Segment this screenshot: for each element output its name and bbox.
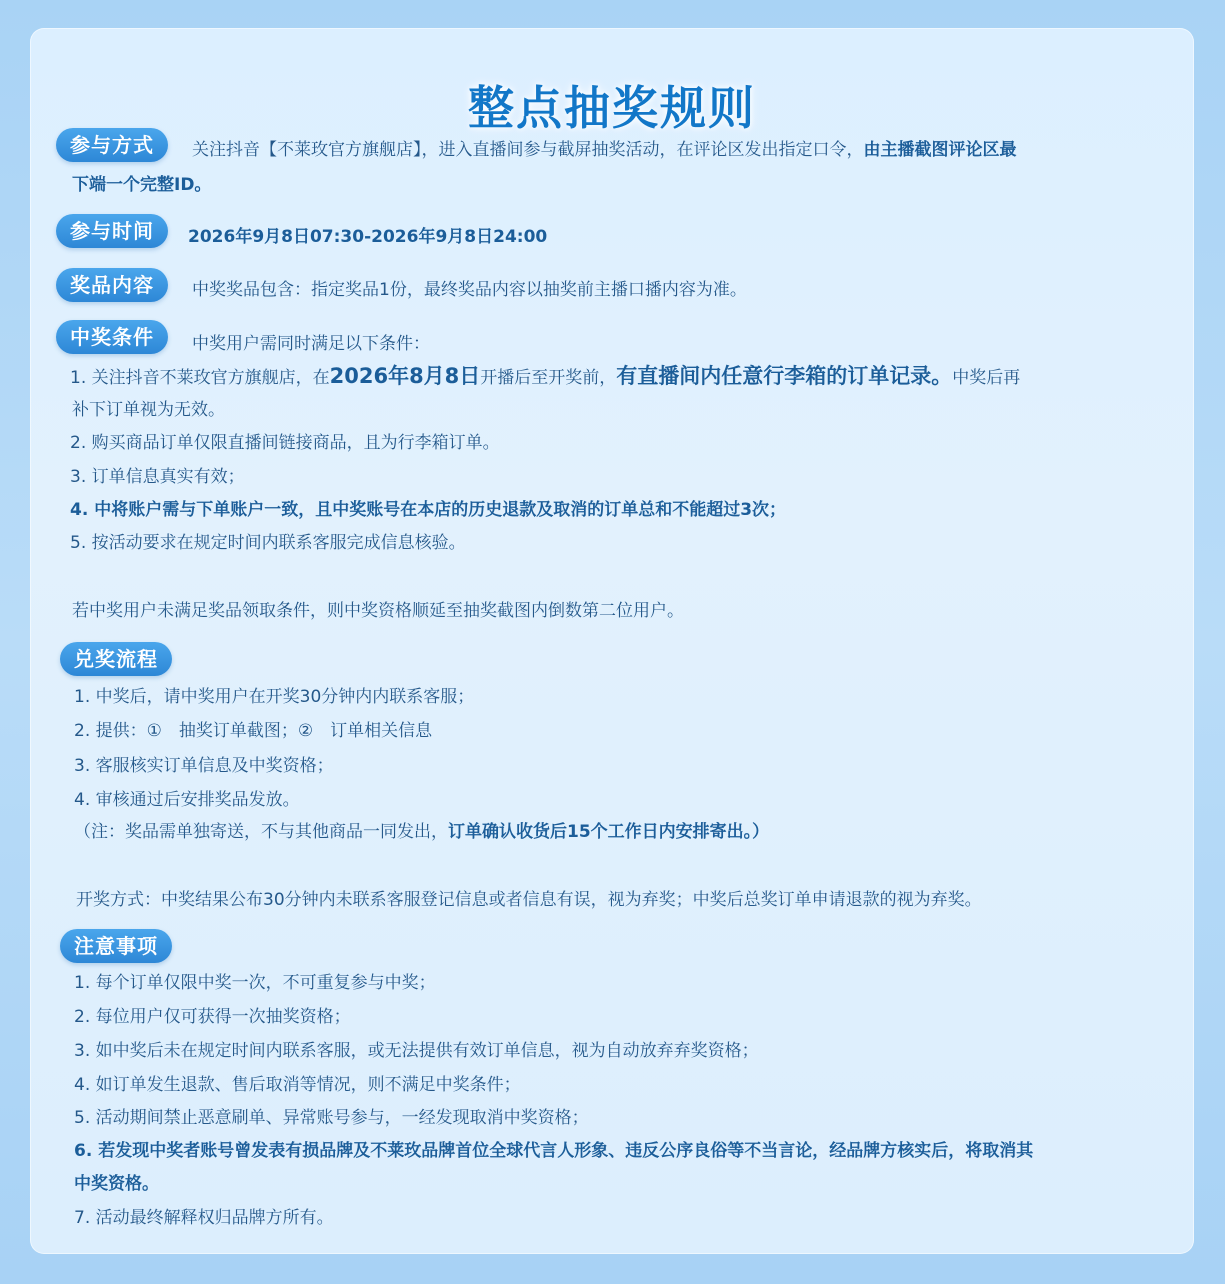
section-badge-notes: 注意事项 xyxy=(60,929,172,963)
notes-item-2: 2. 每位用户仅可获得一次抽奖资格； xyxy=(74,1007,351,1027)
participation-text-b: 由主播截图评论区最 xyxy=(863,140,1017,160)
draw-method: 开奖方式：中奖结果公布30分钟内未联系客服登记信息或者信息有误，视为弃奖；中奖后总奖订单申请退款的视为弃奖。 xyxy=(76,890,982,910)
participation-text-a: 关注抖音【不莱玫官方旗舰店】，进入直播间参与截屏抽奖活动，在评论区发出指定口令， xyxy=(192,140,864,160)
redeem-item-1: 1. 中奖后，请中奖用户在开奖30分钟内内联系客服； xyxy=(74,687,475,707)
section-badge-conditions: 中奖条件 xyxy=(56,320,168,354)
notes-item-4: 4. 如订单发生退款、售后取消等情况，则不满足中奖条件； xyxy=(74,1075,521,1095)
conditions-item-1-highlight: 有直播间内任意行李箱的订单记录。 xyxy=(616,364,953,388)
conditions-item-1-c: 开播后至开奖前， xyxy=(480,368,617,388)
redeem-item-4: 4. 审核通过后安排奖品发放。 xyxy=(74,790,300,810)
redeem-note xyxy=(74,817,769,842)
section-badge-time: 参与时间 xyxy=(56,214,168,248)
time-range: 2026年9月8日07:30-2026年9月8日24:00 xyxy=(188,227,548,247)
section-badge-prize: 奖品内容 xyxy=(56,268,168,302)
conditions-item-5: 5. 按活动要求在规定时间内联系客服完成信息核验。 xyxy=(70,533,466,553)
participation-text-c: 下端一个完整ID。 xyxy=(72,175,212,195)
conditions-item-3: 3. 订单信息真实有效； xyxy=(70,467,245,487)
conditions-item-1 xyxy=(70,360,1020,390)
notes-item-5: 5. 活动期间禁止恶意刷单、异常账号参与，一经发现取消中奖资格； xyxy=(74,1108,589,1128)
notes-item-6: 6. 若发现中奖者账号曾发表有损品牌及不莱玫品牌首位全球代言人形象、违反公序良俗等不当言论，经品牌方核实后，将取消其 xyxy=(74,1141,1034,1161)
conditions-item-1-cont: 补下订单视为无效。 xyxy=(72,400,225,420)
section-badge-redeem: 兑奖流程 xyxy=(60,642,172,676)
participation-text xyxy=(192,135,1017,160)
conditions-note: 若中奖用户未满足奖品领取条件，则中奖资格顺延至抽奖截图内倒数第二位用户。 xyxy=(72,601,684,621)
conditions-item-1-date: 2026年8月8日 xyxy=(329,364,481,388)
redeem-item-2: 2. 提供：① 抽奖订单截图；② 订单相关信息 xyxy=(74,721,433,741)
conditions-item-1-e: 中奖后再 xyxy=(952,368,1021,388)
conditions-item-2: 2. 购买商品订单仅限直播间链接商品，且为行李箱订单。 xyxy=(70,433,500,453)
page-title: 整点抽奖规则 xyxy=(468,81,756,135)
notes-item-6-cont: 中奖资格。 xyxy=(74,1174,159,1194)
conditions-intro: 中奖用户需同时满足以下条件： xyxy=(192,334,430,354)
conditions-item-1-a: 1. 关注抖音不莱玫官方旗舰店，在 xyxy=(70,368,330,388)
redeem-note-a: （注：奖品需单独寄送，不与其他商品一同发出， xyxy=(74,822,448,842)
notes-item-3: 3. 如中奖后未在规定时间内联系客服，或无法提供有效订单信息，视为自动放弃弃奖资格； xyxy=(74,1041,759,1061)
redeem-item-3: 3. 客服核实订单信息及中奖资格； xyxy=(74,756,334,776)
notes-item-1: 1. 每个订单仅限中奖一次，不可重复参与中奖； xyxy=(74,973,436,993)
section-badge-participation: 参与方式 xyxy=(56,128,168,162)
conditions-item-4: 4. 中将账户需与下单账户一致，且中奖账号在本店的历史退款及取消的订单总和不能超过3次； xyxy=(70,500,787,520)
rules-card xyxy=(30,28,1194,1254)
redeem-note-b: 订单确认收货后15个工作日内安排寄出。） xyxy=(448,822,770,842)
prize-text: 中奖奖品包含：指定奖品1份，最终奖品内容以抽奖前主播口播内容为准。 xyxy=(192,280,747,300)
notes-item-7: 7. 活动最终解释权归品牌方所有。 xyxy=(74,1208,334,1228)
